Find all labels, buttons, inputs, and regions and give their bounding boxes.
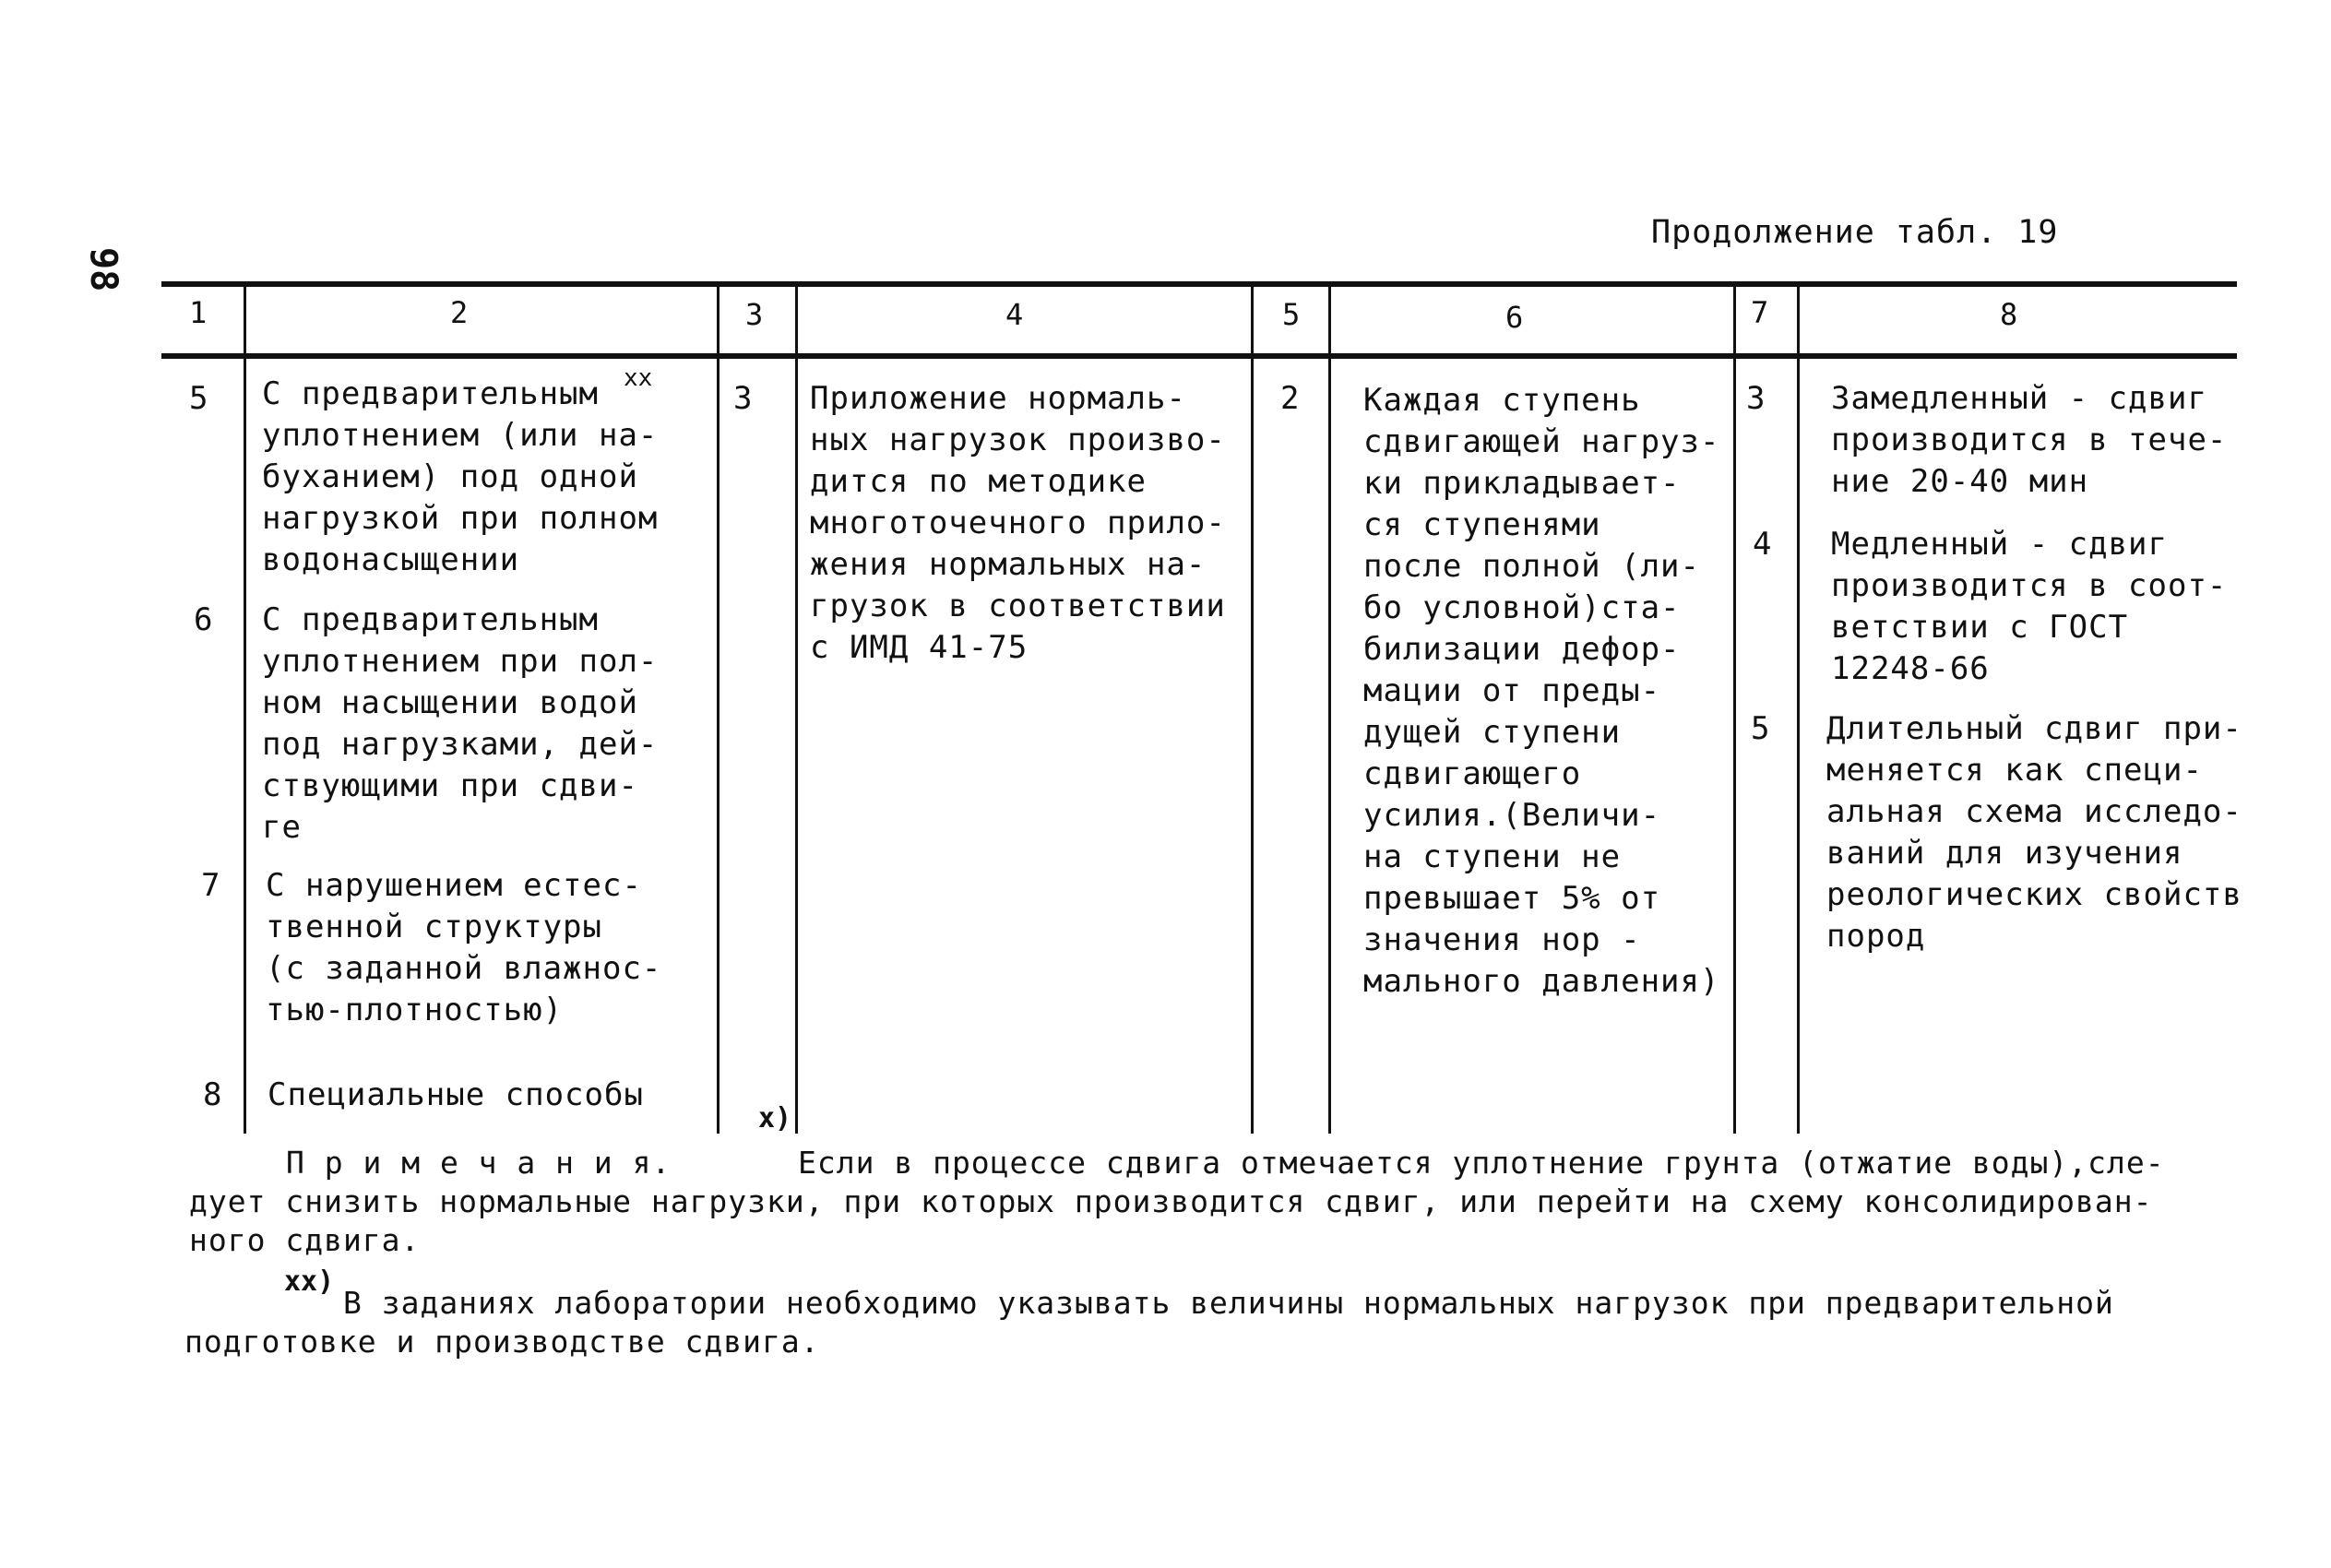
shear-load-cell: Каждая ступень сдвигающей нагруз- ки прикладывает- ся ступенями после полной (ли- бо условной)ста- билизации дефор- мации от преды- дущей ступени сдвигающего усилия.(Величи- на ступени не превышает 5% от значения нор - мального давления) <box>1363 382 1720 1000</box>
note-first: Если в процессе сдвига отмечается уплотнение грунта (отжатие воды),сле- <box>798 1145 2165 1181</box>
shear-type-cell: Длительный сдвиг при- меняется как специ- альная схема исследо- ваний для изучения реологических свойств пород <box>1826 710 2242 955</box>
shear-type-cell: Замедленный - сдвиг производится в тече- ние 20-40 мин <box>1831 380 2228 500</box>
notes-label: П р и м е ч а н и я. <box>286 1145 672 1181</box>
column-number: 1 <box>189 295 208 330</box>
note-second-continuation: подготовке и производстве сдвига. <box>184 1324 820 1360</box>
header-bottom-rule <box>161 353 2237 359</box>
column-divider <box>1797 287 1800 1134</box>
note-first-continuation: дует снизить нормальные нагрузки, при которых производится сдвиг, или перейти на схему консолидирован- ного сдвига. <box>189 1183 2153 1258</box>
table-top-rule <box>161 281 2237 287</box>
column-divider <box>795 287 798 1134</box>
column-number: 4 <box>1005 297 1024 332</box>
row-number: 6 <box>194 601 214 638</box>
table-caption: Продолжение табл. 19 <box>1651 214 2059 251</box>
column-divider <box>1733 287 1736 1134</box>
normal-load-cell: Приложение нормаль- ных нагрузок произво- дится по методике многоточечного прило- жения нормальных на- грузок в соответствии с ИМД 41-75 <box>810 380 1226 666</box>
column-divider <box>717 287 720 1134</box>
column-divider <box>1251 287 1254 1134</box>
column-number: 2 <box>450 295 469 330</box>
shear-method-cell: С нарушением естес- твенной структуры (с заданной влажнос- тью-плотностью) <box>266 867 662 1028</box>
column-number: 6 <box>1505 300 1524 335</box>
column-divider <box>1328 287 1331 1134</box>
column-number: 3 <box>745 297 764 332</box>
shear-method-cell: С предварительным уплотнением при пол- ном насыщении водой под нагрузками, дей- ствующими при сдви- ге <box>262 601 659 846</box>
col5-value: 2 <box>1280 380 1301 417</box>
col7-value: 3 <box>1746 380 1766 417</box>
column-number: 8 <box>2000 297 2018 332</box>
column-number: 7 <box>1751 295 1769 330</box>
shear-method-cell: Специальные способы <box>268 1076 644 1113</box>
shear-type-cell: Медленный - сдвиг производится в соот- ветствии с ГОСТ 12248-66 <box>1831 526 2228 687</box>
shear-method-cell: С предварительным уплотнением (или на- буханием) под одной нагрузкой при полном водонасыщении <box>262 375 659 578</box>
row-number: 7 <box>201 867 221 904</box>
column-number: 5 <box>1282 297 1301 332</box>
note-second: В заданиях лаборатории необходимо указывать величины нормальных нагрузок при предварительной <box>343 1285 2114 1321</box>
footnote-superscript: xx <box>624 364 653 392</box>
col7-value: 4 <box>1753 526 1773 563</box>
col3-value: 3 <box>733 380 754 417</box>
row-number: 8 <box>203 1076 223 1113</box>
col7-value: 5 <box>1751 710 1771 747</box>
page-number: 98 <box>82 247 125 292</box>
note-second-mark: xx) <box>284 1265 335 1298</box>
row-number: 5 <box>189 380 209 417</box>
column-divider <box>244 287 246 1134</box>
footnote-mark: x) <box>758 1102 792 1134</box>
